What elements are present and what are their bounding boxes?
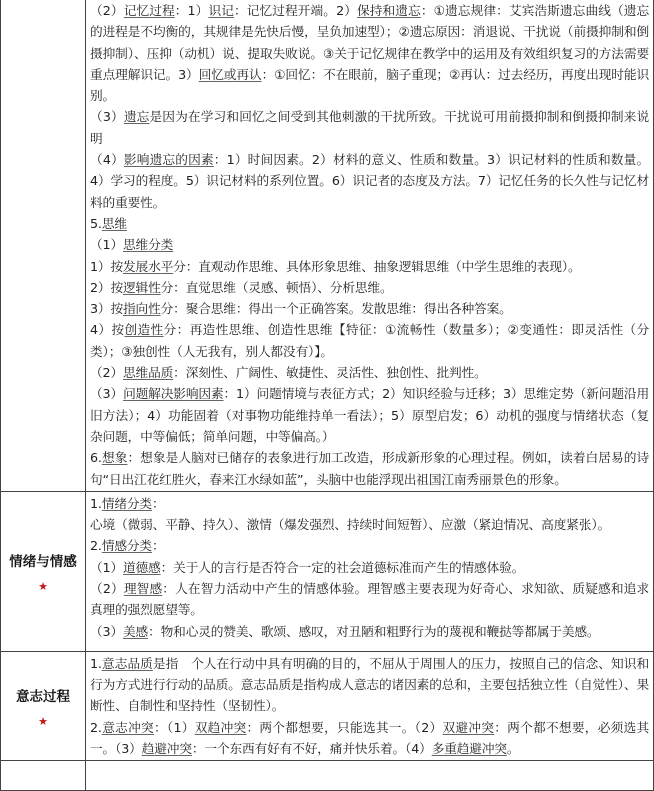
table-row (1, 651, 654, 760)
key-term: 识记 (208, 3, 234, 18)
content-cell (86, 0, 654, 491)
table-row (1, 0, 654, 491)
text-segment: 分：再造性思维、创造性思维【特征：①流畅性（数量多）；②变通性：即灵活性（分类）；③独创性（人无我有，别人都没有）】。 (90, 322, 649, 359)
star-icon: ★ (38, 579, 48, 593)
text-segment: （1） (90, 559, 123, 575)
text-segment: （1） (90, 237, 123, 253)
paragraph (90, 578, 649, 621)
key-term: 理智感 (123, 581, 163, 597)
key-term: 保持和遗忘 (357, 3, 421, 18)
paragraph (90, 621, 649, 642)
key-term: 问题解决影响因素 (123, 386, 224, 402)
paragraph (90, 717, 649, 760)
text-segment: ： (151, 495, 165, 511)
key-term: 道德感 (123, 559, 161, 575)
topic-label: 意志过程 (16, 688, 70, 705)
topic-label: 情绪与情感 (9, 553, 77, 570)
paragraph (90, 149, 649, 213)
content-cell (86, 651, 654, 760)
text-segment: ：①遗忘规律：艾宾浩斯遗忘曲线（遗忘的进程是不均衡的，其规律是先快后慢，呈负加速型）；②遗忘原因：消退说、干扰说（前摄抑制和倒摄抑制）、压抑（动机）说、提取失败说。③关于记忆规律在教学中的运用及有效组织复习的方法需要重点理解识记。3） (90, 3, 650, 82)
text-segment: 。 (506, 741, 520, 757)
star-icon: ★ (38, 714, 48, 728)
text-segment: 心境（微弱、平静、持久）、激情（爆发强烈、持续时间短暂）、应激（紧迫情况、高度紧张）。 (90, 517, 611, 533)
key-term: 思维 (101, 215, 127, 231)
paragraph (90, 277, 649, 298)
paragraph (90, 383, 649, 447)
paragraph (90, 514, 649, 535)
text-segment: （2） (90, 3, 124, 18)
text-segment: （4） (90, 152, 124, 168)
text-segment: ：人在智力活动中产生的情感体验。理智感主要表现为好奇心、求知欲、质疑感和追求真理的强烈愿望等。 (90, 581, 649, 618)
text-segment: 6. (90, 450, 102, 466)
text-segment: 2. (90, 538, 102, 554)
text-segment: ：1） (174, 3, 209, 18)
key-term: 趋避冲突 (141, 741, 192, 757)
text-segment: （3） (90, 386, 124, 402)
text-segment: ： (151, 538, 165, 554)
paragraph (90, 213, 649, 234)
paragraph (90, 557, 649, 578)
text-segment: 是因为在学习和回忆之间受到其他刺激的干扰所致。干扰说可用前摄抑制和倒摄抑制来说明 (90, 109, 650, 146)
content-cell (86, 491, 654, 651)
text-segment: ：记忆过程开端。2） (233, 3, 357, 18)
text-segment: ：两个都想要，只能选其一。（2） (246, 719, 443, 735)
key-term: 美感 (123, 623, 149, 639)
text-segment: 分：直觉思维（灵感、顿悟）、分析思维。 (160, 279, 393, 295)
key-term: 意志冲突 (101, 719, 154, 735)
text-segment: ：关于人的言行是否符合一定的社会道德标准而产生的情感体验。 (160, 559, 525, 575)
paragraph (90, 298, 649, 319)
text-segment: （3） (90, 109, 124, 125)
key-term: 回忆或再认 (198, 66, 262, 82)
paragraph (90, 447, 649, 490)
text-segment: 1）按 (90, 258, 123, 274)
key-term: 发展水平 (123, 258, 174, 274)
text-segment: （2） (90, 365, 123, 381)
key-term: 情绪分类 (101, 495, 152, 511)
key-term: 逻辑性 (123, 279, 161, 295)
paragraph (90, 535, 649, 556)
text-segment: 5. (90, 215, 102, 231)
topic-cell (1, 761, 86, 791)
key-term: 意志品质 (101, 655, 153, 671)
paragraph (90, 0, 649, 106)
text-segment: ：两个都不想要，必须选其一。（3） (90, 719, 650, 757)
key-term: 多重趋避冲突 (431, 741, 507, 757)
content-cell (86, 761, 654, 791)
text-segment: ：1）时间因素。2）材料的意义、性质和数量。3）识记材料的性质和数量。4）学习的程度。5）识记材料的系列位置。6）识记者的态度及方法。7）记忆任务的长久性与记忆材料的重要性。 (90, 152, 649, 210)
key-term: 情感分类 (101, 538, 152, 554)
key-term: 思维分类 (123, 237, 174, 253)
key-term: 想象 (101, 450, 128, 466)
topic-cell (1, 651, 86, 760)
text-segment: ：①回忆：不在眼前，脑子重现；②再认：过去经历，再度出现时能识别。 (90, 66, 649, 104)
text-segment: 1. (90, 655, 102, 671)
text-segment: 3）按 (90, 301, 123, 317)
key-term: 指向性 (123, 301, 161, 317)
key-term: 遗忘 (123, 109, 150, 125)
text-segment: ：想象是人脑对已储存的表象进行加工改造，形成新形象的心理过程。例如，读着白居易的诗句“日出江花红胜火，春来江水绿如蓝”，头脑中也能浮现出祖国江南秀丽景色的形象。 (90, 450, 649, 487)
text-segment: （3） (90, 623, 123, 639)
text-segment: 4）按 (90, 322, 125, 338)
key-term: 双趋冲突 (194, 719, 247, 735)
text-segment: ：深刻性、广阔性、敏捷性、灵活性、独创性、批判性。 (173, 365, 487, 381)
paragraph (90, 106, 649, 149)
text-segment: 是指 个人在行动中具有明确的目的，不屈从于周围人的压力，按照自己的信念、知识和行为方式进行行动的品质。意志品质是指构成人意志的诸因素的总和，主要包括独立性（自觉性）、果断性、自制性和坚持性（坚韧性）。 (90, 655, 649, 714)
text-segment: 2）按 (90, 279, 123, 295)
text-segment: ：一个东西有好有不好，痛并快乐着。（4） (191, 741, 432, 757)
text-segment: 2. (90, 719, 102, 735)
topic-cell (1, 0, 86, 491)
text-segment: ：1）问题情境与表征方式；2）知识经验与迁移；3）思维定势（新问题沿用旧方法）；4）功能固着（对事物功能维持单一看法）；5）原型启发；6）动机的强度与情绪状态（复杂问题，中等偏低；简单问题，中等偏高。） (90, 386, 649, 444)
key-term: 记忆过程 (123, 3, 175, 18)
text-segment: （2） (90, 581, 124, 597)
topic-cell (1, 491, 86, 651)
text-segment: ：物和心灵的赞美、歌颂、感叹，对丑陋和粗野行为的蔑视和鞭挞等都属于美感。 (148, 623, 600, 639)
paragraph (90, 493, 649, 514)
paragraph (90, 234, 649, 255)
paragraph (90, 319, 649, 362)
paragraph (90, 362, 649, 383)
paragraph (90, 653, 649, 717)
key-term: 思维品质 (123, 365, 174, 381)
text-segment: ：（1） (153, 719, 195, 735)
key-term: 创造性 (124, 322, 164, 338)
text-segment: 分：直观动作思维、具体形象思维、抽象逻辑思维（中学生思维的表现）。 (173, 258, 581, 274)
table-row-cut-off (1, 761, 654, 791)
key-term: 双避冲突 (442, 719, 495, 735)
text-segment: 1. (90, 495, 102, 511)
table-row (1, 491, 654, 651)
paragraph (90, 256, 649, 277)
text-segment: 分：聚合思维：得出一个正确答案。发散思维：得出各种答案。 (160, 301, 512, 317)
key-term: 影响遗忘的因素 (123, 152, 214, 168)
